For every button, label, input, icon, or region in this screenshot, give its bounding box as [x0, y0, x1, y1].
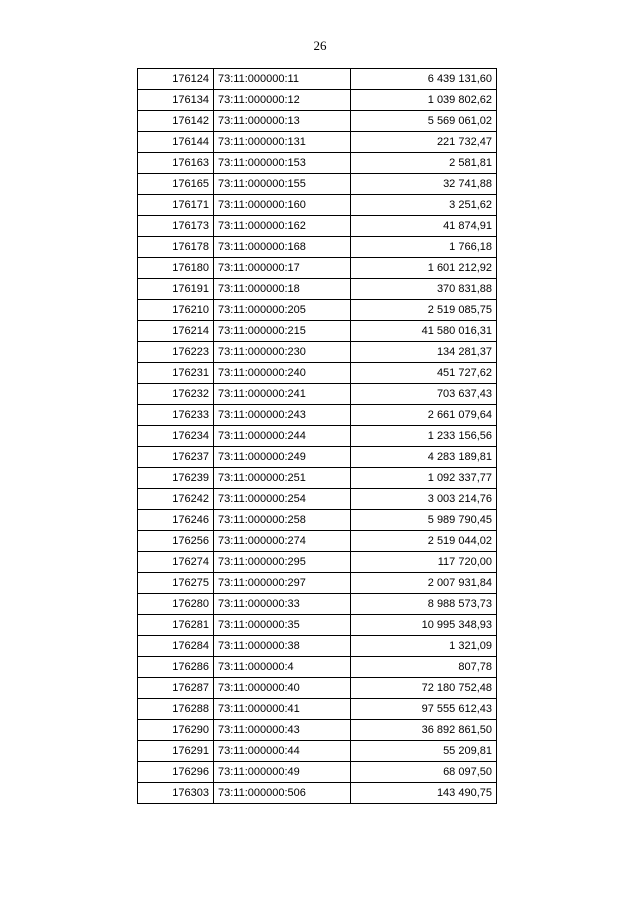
cadastral-number-cell: 73:11:000000:41 [214, 699, 351, 720]
table-row [138, 678, 497, 699]
row-id-cell: 176165 [138, 174, 214, 195]
row-id-cell: 176286 [138, 657, 214, 678]
cadastral-number-cell: 73:11:000000:251 [214, 468, 351, 489]
value-cell: 36 892 861,50 [351, 720, 497, 741]
cadastral-number-cell: 73:11:000000:153 [214, 153, 351, 174]
table-row [138, 489, 497, 510]
row-id-cell: 176233 [138, 405, 214, 426]
row-id-cell: 176134 [138, 90, 214, 111]
table-row [138, 237, 497, 258]
cadastral-number-cell: 73:11:000000:44 [214, 741, 351, 762]
row-id-cell: 176231 [138, 363, 214, 384]
cadastral-value-table [137, 68, 497, 804]
row-id-cell: 176275 [138, 573, 214, 594]
row-id-cell: 176246 [138, 510, 214, 531]
value-cell: 55 209,81 [351, 741, 497, 762]
table-row [138, 363, 497, 384]
row-id-cell: 176284 [138, 636, 214, 657]
row-id-cell: 176124 [138, 69, 214, 90]
table-row [138, 384, 497, 405]
table-row [138, 762, 497, 783]
table-row [138, 720, 497, 741]
cadastral-number-cell: 73:11:000000:18 [214, 279, 351, 300]
table-row [138, 258, 497, 279]
value-cell: 1 233 156,56 [351, 426, 497, 447]
row-id-cell: 176281 [138, 615, 214, 636]
row-id-cell: 176291 [138, 741, 214, 762]
cadastral-number-cell: 73:11:000000:168 [214, 237, 351, 258]
value-cell: 1 092 337,77 [351, 468, 497, 489]
cadastral-number-cell: 73:11:000000:38 [214, 636, 351, 657]
row-id-cell: 176287 [138, 678, 214, 699]
value-cell: 3 251,62 [351, 195, 497, 216]
row-id-cell: 176180 [138, 258, 214, 279]
row-id-cell: 176256 [138, 531, 214, 552]
value-cell: 41 874,91 [351, 216, 497, 237]
row-id-cell: 176242 [138, 489, 214, 510]
value-cell: 143 490,75 [351, 783, 497, 804]
row-id-cell: 176280 [138, 594, 214, 615]
row-id-cell: 176142 [138, 111, 214, 132]
cadastral-number-cell: 73:11:000000:243 [214, 405, 351, 426]
table-row [138, 741, 497, 762]
row-id-cell: 176232 [138, 384, 214, 405]
page-number: 26 [313, 38, 327, 53]
table-row [138, 216, 497, 237]
value-cell: 6 439 131,60 [351, 69, 497, 90]
table-row [138, 111, 497, 132]
table-row [138, 153, 497, 174]
value-cell: 1 321,09 [351, 636, 497, 657]
table-row [138, 552, 497, 573]
cadastral-number-cell: 73:11:000000:12 [214, 90, 351, 111]
value-cell: 1 766,18 [351, 237, 497, 258]
row-id-cell: 176214 [138, 321, 214, 342]
value-cell: 703 637,43 [351, 384, 497, 405]
value-cell: 10 995 348,93 [351, 615, 497, 636]
value-cell: 2 581,81 [351, 153, 497, 174]
row-id-cell: 176239 [138, 468, 214, 489]
row-id-cell: 176173 [138, 216, 214, 237]
table-row [138, 342, 497, 363]
cadastral-number-cell: 73:11:000000:35 [214, 615, 351, 636]
value-cell: 5 569 061,02 [351, 111, 497, 132]
value-cell: 2 519 044,02 [351, 531, 497, 552]
cadastral-number-cell: 73:11:000000:155 [214, 174, 351, 195]
table-row [138, 510, 497, 531]
cadastral-number-cell: 73:11:000000:40 [214, 678, 351, 699]
value-cell: 2 007 931,84 [351, 573, 497, 594]
value-cell: 807,78 [351, 657, 497, 678]
table-body [138, 69, 497, 804]
value-cell: 8 988 573,73 [351, 594, 497, 615]
row-id-cell: 176274 [138, 552, 214, 573]
cadastral-number-cell: 73:11:000000:249 [214, 447, 351, 468]
row-id-cell: 176303 [138, 783, 214, 804]
value-cell: 221 732,47 [351, 132, 497, 153]
row-id-cell: 176144 [138, 132, 214, 153]
cadastral-number-cell: 73:11:000000:4 [214, 657, 351, 678]
table-row [138, 279, 497, 300]
table-row [138, 636, 497, 657]
value-cell: 2 519 085,75 [351, 300, 497, 321]
table-row [138, 615, 497, 636]
cadastral-number-cell: 73:11:000000:162 [214, 216, 351, 237]
table-row [138, 468, 497, 489]
table-row [138, 531, 497, 552]
cadastral-number-cell: 73:11:000000:258 [214, 510, 351, 531]
cadastral-number-cell: 73:11:000000:33 [214, 594, 351, 615]
table-row [138, 699, 497, 720]
cadastral-number-cell: 73:11:000000:13 [214, 111, 351, 132]
table-row [138, 132, 497, 153]
row-id-cell: 176288 [138, 699, 214, 720]
cadastral-number-cell: 73:11:000000:215 [214, 321, 351, 342]
table-row [138, 657, 497, 678]
cadastral-number-cell: 73:11:000000:11 [214, 69, 351, 90]
row-id-cell: 176223 [138, 342, 214, 363]
value-cell: 134 281,37 [351, 342, 497, 363]
value-cell: 451 727,62 [351, 363, 497, 384]
cadastral-number-cell: 73:11:000000:131 [214, 132, 351, 153]
cadastral-number-cell: 73:11:000000:295 [214, 552, 351, 573]
row-id-cell: 176234 [138, 426, 214, 447]
table-row [138, 426, 497, 447]
table-row [138, 783, 497, 804]
table-row [138, 594, 497, 615]
row-id-cell: 176171 [138, 195, 214, 216]
value-cell: 72 180 752,48 [351, 678, 497, 699]
table-row [138, 69, 497, 90]
row-id-cell: 176163 [138, 153, 214, 174]
value-cell: 3 003 214,76 [351, 489, 497, 510]
row-id-cell: 176237 [138, 447, 214, 468]
cadastral-number-cell: 73:11:000000:254 [214, 489, 351, 510]
cadastral-number-cell: 73:11:000000:205 [214, 300, 351, 321]
row-id-cell: 176191 [138, 279, 214, 300]
table-row [138, 447, 497, 468]
value-cell: 117 720,00 [351, 552, 497, 573]
table-row [138, 321, 497, 342]
value-cell: 4 283 189,81 [351, 447, 497, 468]
value-cell: 1 601 212,92 [351, 258, 497, 279]
cadastral-number-cell: 73:11:000000:274 [214, 531, 351, 552]
cadastral-number-cell: 73:11:000000:43 [214, 720, 351, 741]
row-id-cell: 176210 [138, 300, 214, 321]
row-id-cell: 176290 [138, 720, 214, 741]
value-cell: 97 555 612,43 [351, 699, 497, 720]
table-row [138, 573, 497, 594]
table-row [138, 405, 497, 426]
cadastral-number-cell: 73:11:000000:49 [214, 762, 351, 783]
value-cell: 2 661 079,64 [351, 405, 497, 426]
cadastral-number-cell: 73:11:000000:244 [214, 426, 351, 447]
cadastral-number-cell: 73:11:000000:230 [214, 342, 351, 363]
value-cell: 5 989 790,45 [351, 510, 497, 531]
table-row [138, 300, 497, 321]
row-id-cell: 176178 [138, 237, 214, 258]
value-cell: 32 741,88 [351, 174, 497, 195]
value-cell: 68 097,50 [351, 762, 497, 783]
cadastral-number-cell: 73:11:000000:241 [214, 384, 351, 405]
row-id-cell: 176296 [138, 762, 214, 783]
table-row [138, 90, 497, 111]
cadastral-number-cell: 73:11:000000:17 [214, 258, 351, 279]
cadastral-number-cell: 73:11:000000:160 [214, 195, 351, 216]
value-cell: 41 580 016,31 [351, 321, 497, 342]
table-row [138, 195, 497, 216]
cadastral-number-cell: 73:11:000000:297 [214, 573, 351, 594]
value-cell: 370 831,88 [351, 279, 497, 300]
value-cell: 1 039 802,62 [351, 90, 497, 111]
cadastral-number-cell: 73:11:000000:506 [214, 783, 351, 804]
cadastral-number-cell: 73:11:000000:240 [214, 363, 351, 384]
table-row [138, 174, 497, 195]
